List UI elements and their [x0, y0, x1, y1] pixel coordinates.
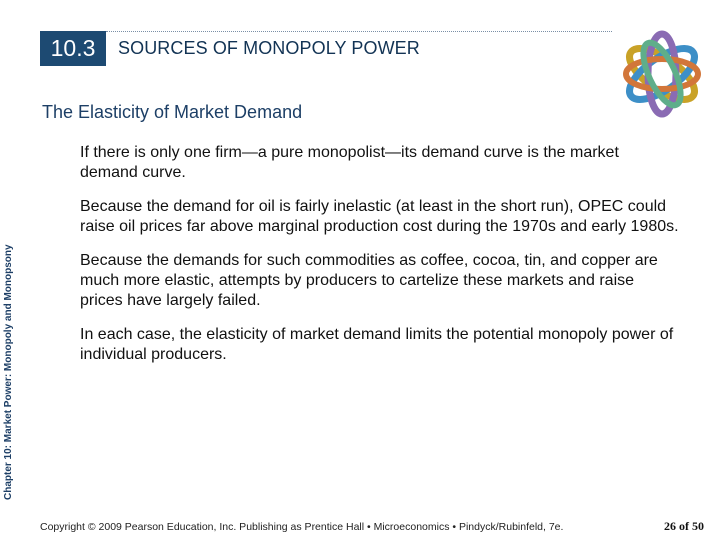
section-number-badge: 10.3 — [40, 31, 106, 66]
body-paragraph: In each case, the elasticity of market demand limits the potential monopoly power of individual producers. — [80, 326, 674, 363]
body-paragraph: Because the demand for oil is fairly inelastic (at least in the short run), OPEC could raise oil prices far above marginal production cost during the 1970s and early 1980s. — [80, 198, 679, 235]
page-number: 26 of 50 — [664, 519, 704, 533]
slide-subtitle: The Elasticity of Market Demand — [42, 102, 303, 122]
copyright-footer: Copyright © 2009 Pearson Education, Inc. Publishing as Prentice Hall • Microeconomics • Pindyck/Rubinfeld, 7e. — [40, 521, 564, 533]
body-paragraph: Because the demands for such commodities as coffee, cocoa, tin, and copper are much more elastic, attempts by producers to cartelize these markets and raise prices have largely failed. — [80, 252, 658, 309]
body-paragraph: If there is only one firm—a pure monopolist—its demand curve is the market demand curve. — [80, 144, 619, 181]
chapter-side-label: Chapter 10: Market Power: Monopoly and Monopsony — [3, 244, 14, 500]
section-title: SOURCES OF MONOPOLY POWER — [118, 38, 420, 58]
slide-body — [80, 143, 680, 379]
interlocking-rings-icon — [612, 24, 712, 126]
header-rule — [106, 31, 612, 32]
